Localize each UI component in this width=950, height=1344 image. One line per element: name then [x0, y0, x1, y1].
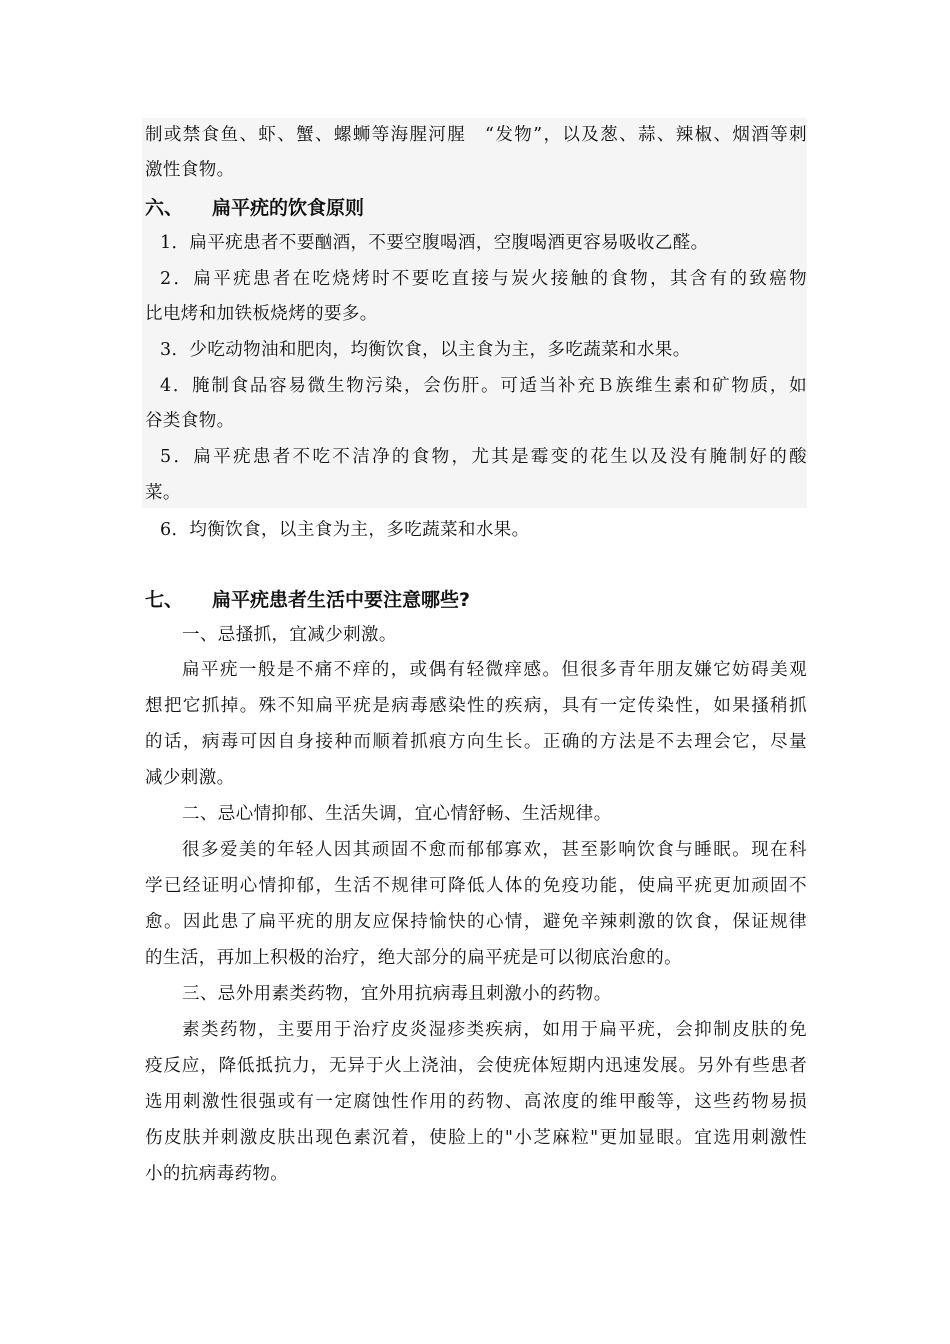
- list-item-continuation: 比电烤和加铁板烧烤的要多。: [145, 304, 378, 324]
- paragraph-line: 学已经证明心情抑郁，生活不规律可降低人体的免疫功能，使扁平疣更加顽固不: [145, 876, 807, 896]
- subheading: 三、忌外用素类药物，宜外用抗病毒且刺激小的药物。: [182, 984, 612, 1004]
- list-item-continuation: 谷类食物。: [145, 411, 235, 431]
- intro-line: 制或禁食鱼、虾、蟹、螺蛳等海腥河腥 “发物”，以及葱、蒜、辣椒、烟酒等刺: [145, 125, 807, 145]
- subheading: 一、忌搔抓，宜减少刺激。: [182, 625, 397, 645]
- list-item: 6．均衡饮食，以主食为主，多吃蔬菜和水果。: [160, 520, 530, 540]
- list-item: 2．扁平疣患者在吃烧烤时不要吃直接与炭火接触的食物，其含有的致癌物: [160, 269, 807, 289]
- paragraph-line: 小的抗病毒药物。: [145, 1164, 289, 1184]
- list-item-continuation: 菜。: [145, 483, 181, 503]
- paragraph-line: 的话，病毒可因自身接种而顺着抓痕方向生长。正确的方法是不去理会它，尽量: [145, 732, 807, 752]
- paragraph-line: 选用刺激性很强或有一定腐蚀性作用的药物、高浓度的维甲酸等，这些药物易损: [145, 1092, 807, 1112]
- paragraph-line: 素类药物，主要用于治疗皮炎湿疹类疾病，如用于扁平疣，会抑制皮肤的免: [182, 1020, 807, 1040]
- section-number: 七、: [145, 589, 184, 611]
- subheading: 二、忌心情抑郁、生活失调，宜心情舒畅、生活规律。: [182, 804, 612, 824]
- section-heading: [145, 195, 364, 221]
- list-item: 5．扁平疣患者不吃不洁净的食物，尤其是霉变的花生以及没有腌制好的酸: [160, 447, 807, 467]
- list-item: 3．少吃动物油和肥肉，均衡饮食，以主食为主，多吃蔬菜和水果。: [160, 340, 691, 360]
- intro-line: 激性食物。: [145, 160, 235, 180]
- paragraph-line: 想把它抓掉。殊不知扁平疣是病毒感染性的疾病，具有一定传染性，如果搔稍抓: [145, 696, 807, 716]
- section-heading: [145, 587, 470, 613]
- paragraph-line: 疫反应，降低抵抗力，无异于火上浇油，会使疣体短期内迅速发展。另外有些患者: [145, 1056, 807, 1076]
- section-title: 扁平疣的饮食原则: [212, 197, 365, 219]
- paragraph-line: 伤皮肤并刺激皮肤出现色素沉着，使脸上的"小芝麻粒"更加显眼。宜选用刺激性: [145, 1128, 807, 1148]
- section-number: 六、: [145, 197, 184, 219]
- paragraph-line: 扁平疣一般是不痛不痒的，或偶有轻微痒感。但很多青年朋友嫌它妨碍美观: [182, 660, 807, 680]
- paragraph-line: 愈。因此患了扁平疣的朋友应保持愉快的心情，避免辛辣刺激的饮食，保证规律: [145, 912, 807, 932]
- list-item: 4．腌制食品容易微生物污染，会伤肝。可适当补充Ｂ族维生素和矿物质，如: [160, 376, 807, 396]
- paragraph-line: 的生活，再加上积极的治疗，绝大部分的扁平疣是可以彻底治愈的。: [145, 948, 682, 968]
- paragraph-line: 减少刺激。: [145, 768, 235, 788]
- list-item: 1．扁平疣患者不要酗酒，不要空腹喝酒，空腹喝酒更容易吸收乙醛。: [160, 233, 709, 253]
- section-title: 扁平疣患者生活中要注意哪些?: [212, 589, 471, 611]
- paragraph-line: 很多爱美的年轻人因其顽固不愈而郁郁寡欢，甚至影响饮食与睡眠。现在科: [182, 840, 807, 860]
